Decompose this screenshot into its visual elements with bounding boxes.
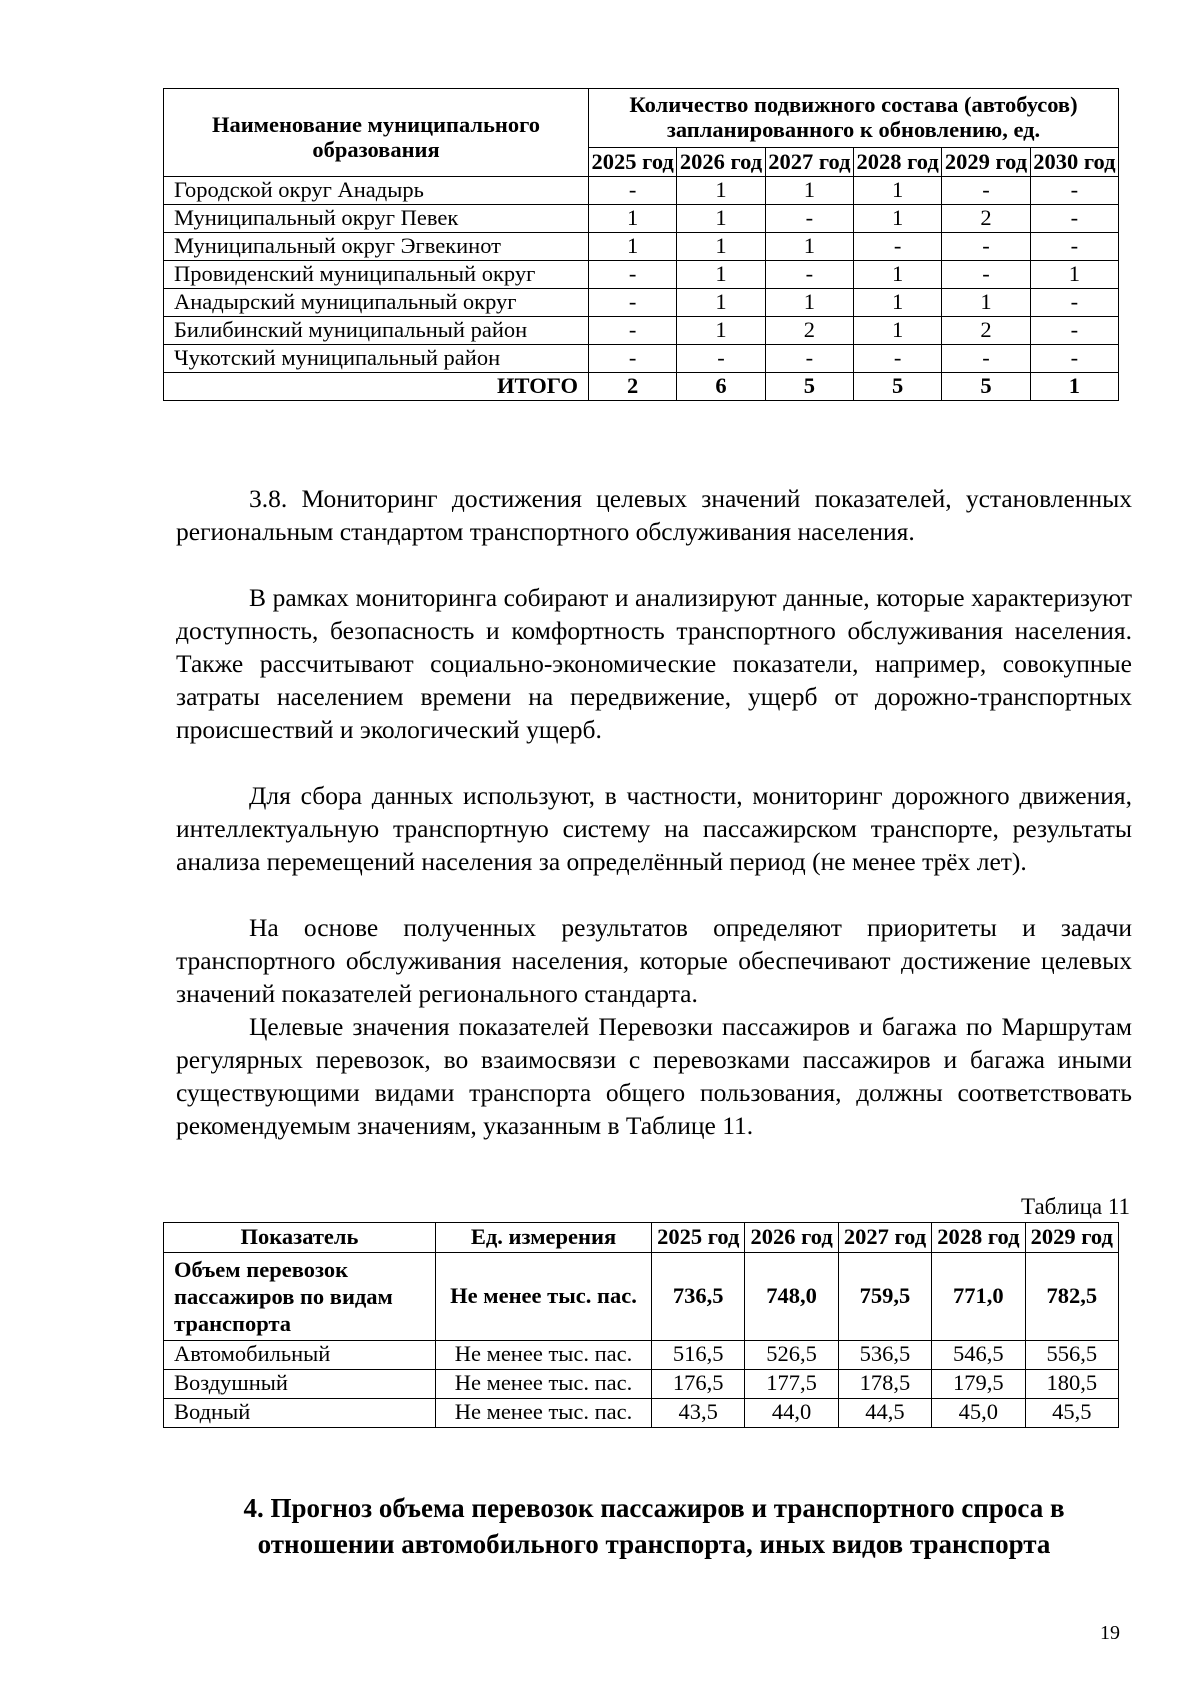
indicator-value: 546,5 — [932, 1340, 1025, 1369]
municipality-name: Муниципальный округ Певек — [164, 205, 589, 233]
bus-count: - — [942, 345, 1030, 373]
paragraph-data-collection: Для сбора данных используют, в частности, мониторинг дорожного движения, интеллектуальную транспортную систему на пассажирском транспорте, результаты анализа перемещений населения за определённый период (не менее трёх лет). — [176, 781, 1132, 876]
header-year: 2027 год — [765, 147, 853, 177]
table-row — [164, 289, 1119, 317]
table-row — [164, 261, 1119, 289]
indicator-value: 782,5 — [1025, 1252, 1118, 1340]
indicator-value: 44,0 — [745, 1398, 838, 1427]
total-count: 6 — [677, 373, 765, 401]
indicator-value: 771,0 — [932, 1252, 1025, 1340]
total-row — [164, 373, 1119, 401]
header-year: 2029 год — [942, 147, 1030, 177]
indicator-value: 736,5 — [652, 1252, 745, 1340]
header-year: 2029 год — [1025, 1223, 1118, 1253]
table-row — [164, 205, 1119, 233]
table-caption: Таблица 11 — [1020, 1194, 1130, 1219]
indicator-value: 45,5 — [1025, 1398, 1118, 1427]
bus-count: 1 — [853, 289, 941, 317]
bus-count: 1 — [677, 261, 765, 289]
indicator-value: 556,5 — [1025, 1340, 1118, 1369]
bus-count: - — [589, 345, 677, 373]
paragraph-monitoring: В рамках мониторинга собирают и анализируют данные, которые характеризуют доступность, безопасность и комфортность транспортного обслуживания населения. Также рассчитывают социально-экономические показатели, например, совокупные затраты населением времени на передвижение, ущерб от дорожно-транспортных происшествий и экологический ущерб. — [176, 583, 1132, 744]
header-year: 2027 год — [838, 1223, 931, 1253]
header-year: 2026 год — [745, 1223, 838, 1253]
municipality-name: Городской округ Анадырь — [164, 177, 589, 205]
header-municipality: Наименование муниципального образования — [164, 89, 589, 177]
total-count: 2 — [589, 373, 677, 401]
table-row — [164, 177, 1119, 205]
bus-count: 1 — [853, 177, 941, 205]
indicator-value: 536,5 — [838, 1340, 931, 1369]
indicator-value: 526,5 — [745, 1340, 838, 1369]
bus-count: - — [942, 261, 1030, 289]
indicator-value: 177,5 — [745, 1369, 838, 1398]
bus-count: - — [589, 261, 677, 289]
bus-count: 1 — [677, 289, 765, 317]
indicator-name: Автомобильный — [164, 1340, 436, 1369]
paragraph-target-values: Целевые значения показателей Перевозки пассажиров и багажа по Маршрутам регулярных перевозок, во взаимосвязи с перевозками пассажиров и багажа иными существующими видами транспорта общего пользования, должны соответствовать рекомендуемым значениям, указанным в Таблице 11. — [176, 1012, 1132, 1140]
indicator-value: 748,0 — [745, 1252, 838, 1340]
bus-count: - — [589, 289, 677, 317]
indicator-value: 180,5 — [1025, 1369, 1118, 1398]
unit-of-measure: Не менее тыс. пас. — [436, 1369, 652, 1398]
bus-count: 1 — [853, 205, 941, 233]
total-count: 5 — [853, 373, 941, 401]
indicator-name: Объем перевозок пассажиров по видам транспорта — [164, 1252, 436, 1340]
table-row — [164, 233, 1119, 261]
bus-count: - — [1030, 289, 1118, 317]
bus-count: - — [942, 233, 1030, 261]
bus-count: - — [853, 233, 941, 261]
bus-count: 2 — [765, 317, 853, 345]
municipality-name: Анадырский муниципальный округ — [164, 289, 589, 317]
indicator-value: 43,5 — [652, 1398, 745, 1427]
table-row — [164, 1340, 1119, 1369]
indicator-name: Воздушный — [164, 1369, 436, 1398]
unit-of-measure: Не менее тыс. пас. — [436, 1340, 652, 1369]
bus-count: 1 — [765, 177, 853, 205]
indicator-value: 179,5 — [932, 1369, 1025, 1398]
bus-count: - — [1030, 317, 1118, 345]
indicator-value: 759,5 — [838, 1252, 931, 1340]
bus-count: - — [589, 177, 677, 205]
page-number: 19 — [1100, 1622, 1120, 1644]
header-year: 2028 год — [853, 147, 941, 177]
municipality-name: Муниципальный округ Эгвекинот — [164, 233, 589, 261]
header-year: 2025 год — [589, 147, 677, 177]
unit-of-measure: Не менее тыс. пас. — [436, 1252, 652, 1340]
header-unit: Ед. измерения — [436, 1223, 652, 1253]
indicator-value: 178,5 — [838, 1369, 931, 1398]
total-count: 1 — [1030, 373, 1118, 401]
bus-count: - — [677, 345, 765, 373]
bus-count: 1 — [677, 177, 765, 205]
header-year: 2025 год — [652, 1223, 745, 1253]
fleet-renewal-table — [163, 88, 1119, 401]
municipality-name: Провиденский муниципальный округ — [164, 261, 589, 289]
bus-count: 1 — [853, 261, 941, 289]
passenger-volume-table — [163, 1222, 1119, 1428]
bus-count: - — [589, 317, 677, 345]
indicator-value: 516,5 — [652, 1340, 745, 1369]
table-row — [164, 1398, 1119, 1427]
bus-count: - — [1030, 345, 1118, 373]
table-row — [164, 317, 1119, 345]
bus-count: - — [765, 205, 853, 233]
bus-count: 1 — [942, 289, 1030, 317]
table-row — [164, 345, 1119, 373]
bus-count: - — [942, 177, 1030, 205]
bus-count: - — [765, 345, 853, 373]
municipality-name: Билибинский муниципальный район — [164, 317, 589, 345]
bus-count: 1 — [589, 233, 677, 261]
bus-count: 1 — [589, 205, 677, 233]
bus-count: - — [1030, 177, 1118, 205]
bus-count: - — [853, 345, 941, 373]
header-year: 2028 год — [932, 1223, 1025, 1253]
bus-count: 1 — [765, 289, 853, 317]
bus-count: - — [1030, 205, 1118, 233]
bus-count: - — [1030, 233, 1118, 261]
bus-count: 2 — [942, 205, 1030, 233]
paragraph-3-8: 3.8. Мониторинг достижения целевых значений показателей, установленных региональным стандартом транспортного обслуживания населения. — [176, 484, 1132, 546]
bus-count: 1 — [677, 233, 765, 261]
total-count: 5 — [765, 373, 853, 401]
unit-of-measure: Не менее тыс. пас. — [436, 1398, 652, 1427]
indicator-value: 176,5 — [652, 1369, 745, 1398]
bus-count: 1 — [677, 205, 765, 233]
bus-count: 2 — [942, 317, 1030, 345]
bus-count: 1 — [853, 317, 941, 345]
header-quantity: Количество подвижного состава (автобусов) запланированного к обновлению, ед. — [589, 89, 1119, 148]
bus-count: 1 — [677, 317, 765, 345]
indicator-value: 45,0 — [932, 1398, 1025, 1427]
municipality-name: Чукотский муниципальный район — [164, 345, 589, 373]
header-indicator: Показатель — [164, 1223, 436, 1253]
bus-count: 1 — [1030, 261, 1118, 289]
total-count: 5 — [942, 373, 1030, 401]
indicator-value: 44,5 — [838, 1398, 931, 1427]
header-year: 2030 год — [1030, 147, 1118, 177]
indicator-name: Водный — [164, 1398, 436, 1427]
paragraph-priorities: На основе полученных результатов определяют приоритеты и задачи транспортного обслуживания населения, которые обеспечивают достижение целевых значений показателей регионального стандарта. — [176, 913, 1132, 1008]
bus-count: - — [765, 261, 853, 289]
bus-count: 1 — [765, 233, 853, 261]
table-row — [164, 1252, 1119, 1340]
section-title: 4. Прогноз объема перевозок пассажиров и транспортного спроса в отношении автомобильного транспорта, иных видов транспорта — [243, 1493, 1065, 1559]
header-year: 2026 год — [677, 147, 765, 177]
table-row — [164, 1369, 1119, 1398]
total-label: ИТОГО — [164, 373, 589, 401]
